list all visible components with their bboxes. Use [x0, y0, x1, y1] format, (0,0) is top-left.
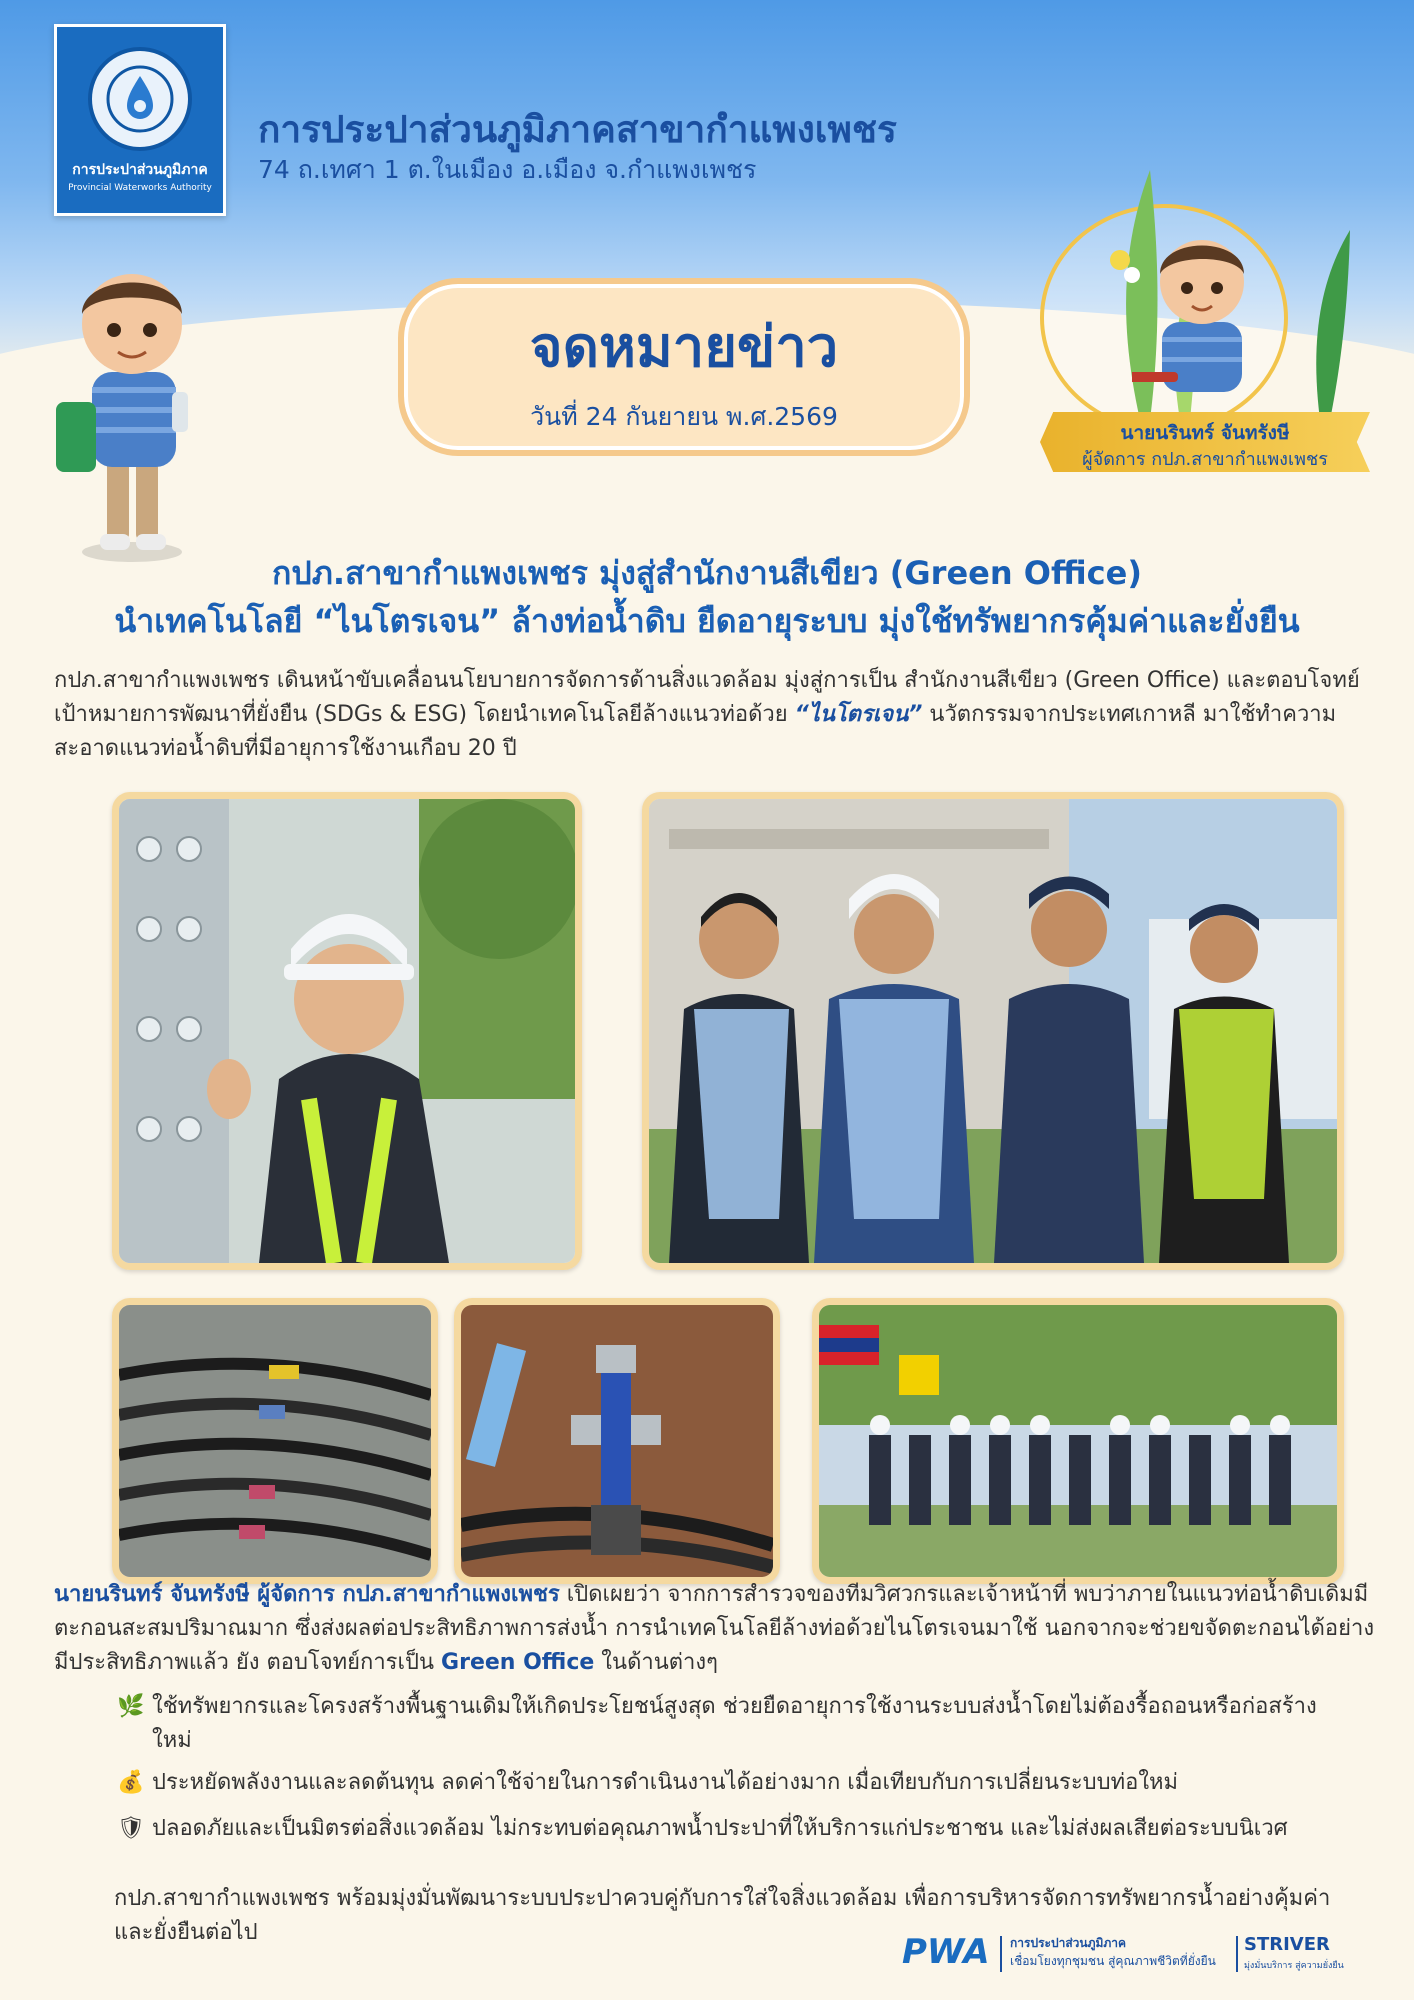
newsletter-title: จดหมายข่าว — [529, 315, 839, 380]
logo-text-en: Provincial Waterworks Authority — [68, 183, 212, 193]
mascot-left-illustration — [52, 252, 212, 568]
leaf-icon: 🌿 — [117, 1694, 145, 1719]
headline-line-2: นำเทคโนโลยี “ไนโตรเจน” ล้างท่อน้ำดิบ ยืดอายุระบบ มุ่งใช้ทรัพยากรคุ้มค่าและยั่งยืน — [114, 602, 1300, 640]
photo-hoses-closeup — [112, 1298, 438, 1584]
body-text: เปิดเผยว่า จากการสำรวจของทีมวิศวกรและเจ้าหน้าที่ พบว่าภายในแนวท่อน้ำดิบเดิมมีตะกอนสะสมปริมาณมาก ซึ่งส่งผลต่อประสิทธิภาพการส่งน้ำ การนำเทคโนโลยีล้างท่อด้วยไนโตรเจนมาใช้ นอกจากจะช่วยขจัดตะกอนได้อย่างมีประสิทธิภาพแล้ว ยัง ตอบโจทย์การเป็น — [54, 1582, 1375, 1675]
shield-icon: 🛡 — [117, 1816, 145, 1841]
money-bag-icon: 💰 — [117, 1770, 145, 1795]
footer-striver: STRIVER — [1244, 1934, 1330, 1955]
footer-slogan: เชื่อมโยงทุกชุมชน สู่คุณภาพชีวิตที่ยั่งยืน — [1010, 1954, 1216, 1968]
photo-engineer-explaining — [112, 792, 582, 1270]
body-green-office: Green Office — [441, 1650, 595, 1675]
footer-divider-2 — [1236, 1936, 1238, 1972]
manager-position: ผู้จัดการ กปภ.สาขากำแพงเพชร — [1082, 449, 1328, 470]
pwa-logo — [54, 24, 226, 216]
footer-org: การประปาส่วนภูมิภาค — [1010, 1936, 1127, 1950]
mascot-manager-illustration — [1132, 222, 1272, 412]
manager-name: นายนรินทร์ จันทรังษี — [1120, 422, 1290, 444]
intro-text-1: กปภ.สาขากำแพงเพชร เดินหน้าขับเคลื่อนนโยบายการจัดการด้านสิ่งแวดล้อม มุ่งสู่การเป็น สำนักงานสีเขียว (Green Office) และตอบโจทย์เป้าหมายการพัฒนาที่ยั่งยืน (SDGs & ESG) โดยนำเทคโนโลยีล้างแนวท่อด้วย — [54, 668, 1360, 727]
body-paragraph — [54, 1578, 1384, 1680]
intro-text-2: นวัตกรรมจากประเทศเกาหลี มาใช้ทำความสะอาดแนวท่อน้ำดิบที่มีอายุการใช้งานเกือบ 20 ปี — [54, 702, 1337, 761]
organization-address: 74 ถ.เทศา 1 ต.ในเมือง อ.เมือง จ.กำแพงเพชร — [258, 155, 757, 184]
bullet-item-3: ปลอดภัยและเป็นมิตรต่อสิ่งแวดล้อม ไม่กระทบต่อคุณภาพน้ำประปาที่ให้บริการแก่ประชาชน และไม่ส่งผลเสียต่อระบบนิเวศ — [152, 1816, 1288, 1841]
footer-striver-sub: มุ่งมั่นบริการ สู่ความยั่งยืน — [1244, 1961, 1344, 1971]
body-lead-bold: นายนรินทร์ จันทรังษี ผู้จัดการ กปภ.สาขากำแพงเพชร — [54, 1582, 560, 1607]
photo-team-site — [812, 1298, 1344, 1584]
photo-pipe-valve — [454, 1298, 780, 1584]
intro-paragraph — [54, 664, 1384, 766]
photo-team-group — [642, 792, 1344, 1270]
footer-pwa-logo: PWA — [902, 1932, 990, 1972]
pwa-emblem-icon — [88, 47, 192, 151]
body-text-end: ในด้านต่างๆ — [594, 1650, 718, 1675]
closing-paragraph: กปภ.สาขากำแพงเพชร พร้อมมุ่งมั่นพัฒนาระบบประปาควบคู่กับการใส่ใจสิ่งแวดล้อม เพื่อการบริหารจัดการทรัพยากรน้ำอย่างคุ้มค่าและยั่งยืนต่อไป — [114, 1886, 1331, 1945]
headline-line-1: กปภ.สาขากำแพงเพชร มุ่งสู่สำนักงานสีเขียว (Green Office) — [272, 554, 1142, 592]
footer-divider — [1000, 1936, 1002, 1972]
logo-text-th: การประปาส่วนภูมิภาค — [72, 162, 208, 178]
bullet-item-2: ประหยัดพลังงานและลดต้นทุน ลดค่าใช้จ่ายในการดำเนินงานได้อย่างมาก เมื่อเทียบกับการเปลี่ยนระบบท่อใหม่ — [152, 1770, 1179, 1795]
intro-bold-nitrogen: “ไนโตรเจน” — [794, 702, 923, 727]
newsletter-date: วันที่ 24 กันยายน พ.ศ.2569 — [530, 402, 838, 431]
bullet-item-1: ใช้ทรัพยากรและโครงสร้างพื้นฐานเดิมให้เกิดประโยชน์สูงสุด ช่วยยืดอายุการใช้งานระบบส่งน้ำโดยไม่ต้องรื้อถอนหรือก่อสร้างใหม่ — [152, 1694, 1317, 1753]
organization-name: การประปาส่วนภูมิภาคสาขากำแพงเพชร — [258, 108, 897, 151]
newsletter-badge — [398, 278, 970, 456]
